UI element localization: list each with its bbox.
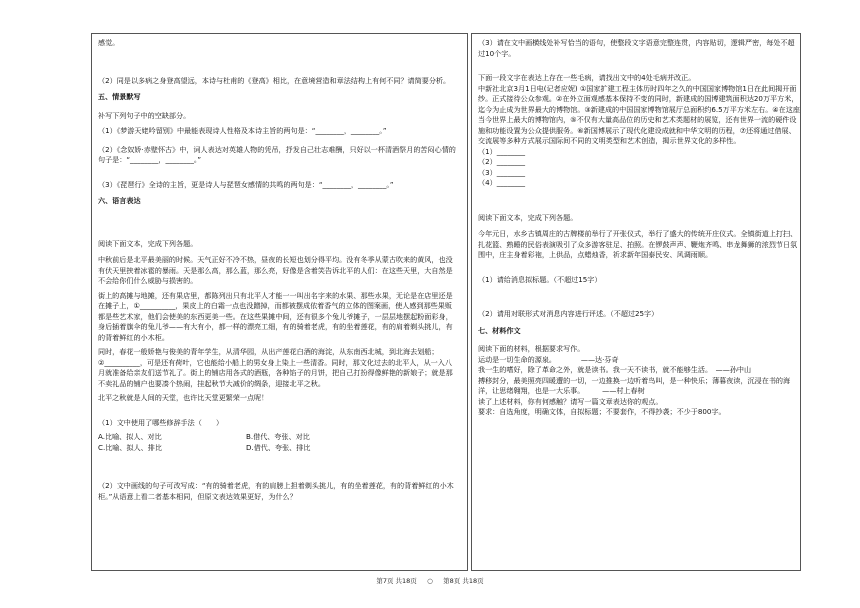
- material-intro: 阅读下面的材料，根据要求写作。: [478, 344, 585, 353]
- answer-blank-3: （3）________: [478, 167, 526, 177]
- right-page-number: 第8页 共18页: [443, 577, 484, 585]
- reading-intro-2: 阅读下面文本，完成下列各题。: [478, 212, 578, 222]
- passage-paragraph-3: 同时，春花一般娇艳与俊美的青年学生，从清华园，从出产莲花白酒的海淀，从东南西北城，到北海去划船；②__________，可是还有荷叶，它也能给小船上的男女身上染上一些清香。同时，那文化过去的北平人，从一入八月就准备给亲友们送节礼了。街上的铺店用各式的酒瓶，各种馅子的月饼，把自己打扮得像鲜艳的新娘子；就是那不卖礼品的铺户也要凑个热闹，挂起秋节大减价的绸条，迎接北平之秋。: [98, 347, 453, 388]
- reading-intro: 阅读下面文本，完成下列各题。: [98, 238, 198, 248]
- passage-paragraph-2: 街上的高摊与地摊，还有果店里，都陈列出只有北平人才能一一叫出名字来的水果、那些水果，无论是在店里还是在摊子上，①__________，果皮上的白霜一点也没蹭掉，而都被摆成依着香气的立体的图案画，使人感到那些果贩都是些艺术家，他们会使美的东西更美一些。在这些果摊中间，还有很多个兔儿爷摊子，一层层地摆起粉面彩身，身后插着旗伞的兔儿爷——有大有小，都一样的漂亮工细，有的骑着老虎，有的坐着莲花，有的肩着剃头挑儿，有的背着鲜红的小木柜。: [98, 290, 453, 342]
- material-line-4: 读了上述材料，你有何感触？请写一篇文章表达你的观点。: [478, 396, 663, 406]
- option-c: C.比喻、拟人、排比: [98, 442, 162, 452]
- question-2: （2）同是以多病之身登高望远，本诗与杜甫的《登高》相比，在意境营造和章法结构上有何不同？请简要分析。: [98, 75, 451, 85]
- left-page-frame: [91, 33, 468, 571]
- error-text: 中新社北京3月1日电(记者应妮) ①国家扩建工程主体历时四年之久的中国国家博物馆1日在此间揭开面纱。正式接待公众参观。②在外立面观感基本保持不变的同时，新建成的国博建筑面积达20万平方米，迄今为止成为世界最大的博物馆。③新建成的中国国家博物馆展厅总面积约6.5万平方米左右。④在这座当今世界上最大的博物馆内，⑤不仅有大量高品位的历史和艺术类题材的展览，还有世界一流的硬件设施和功能设置为公众提供服务。⑥新国博展示了现代化建设成就和中华文明的历程，⑦还将通过借展、交流展等多种方式展示国际间不同的文明类型和艺术创造，揭示世界文化的多样性。: [478, 83, 800, 145]
- left-page-number: 第7页 共18页: [376, 577, 417, 585]
- section-6-title: 六、语言表达: [98, 196, 141, 205]
- page-footer: [0, 576, 860, 585]
- material-line-5: 要求：自选角度，明确文体，自拟标题；不要套作，不得抄袭；不少于800字。: [478, 407, 726, 416]
- footer-separator: ○: [427, 577, 433, 585]
- error-intro: 下面一段文字在表达上存在一些毛病，请找出文中的4处毛病并改正。: [478, 73, 696, 82]
- section-7-title: 七、材料作文: [478, 325, 521, 335]
- material-line-2: 我一生的嗜好，除了革命之外，就是读书。我一天不读书，就不能够生活。 ——孙中山: [478, 365, 752, 374]
- option-d: D.借代、夸张、排比: [246, 442, 311, 452]
- material-line-3: 搏移封分，最美照亮四暖遭的一切，一边推换一边听着鸟叫，是一种快乐；薄暮夜读，沉浸在书的海洋，让思绪翱翔，也是一大乐事。 ——村上春树: [478, 375, 791, 395]
- option-b: B.借代、夸张、对比: [246, 432, 310, 441]
- question-3: （3）请在文中画横线处补写恰当的语句，使整段文字语意完整连贯，内容贴切，逻辑严密，每处不超过10个字。: [478, 38, 795, 58]
- section-5-title: 五、情景默写: [98, 92, 141, 101]
- passage-paragraph-1: 中秋前后是北平最美丽的时候。天气正好不冷不热，昼夜的长短也划分得平均。没有冬季从蒙古吹来的黄风，也没有伏天里挟着冰雹的暴雨。天是那么高，那么蓝，那么亮，好像是含着笑告诉北平的人们：在这些天里，大自然是不会给你们什么威胁与损害的。: [98, 255, 453, 285]
- left-top-text: 感觉。: [98, 38, 120, 47]
- news-question-2: （2）请用对联形式对消息内容进行评述。（不超过25字）: [478, 309, 659, 318]
- news-question-1: （1）请给消息拟标题。（不超过15字）: [478, 274, 602, 284]
- passage-paragraph-4: 北平之秋就是人间的天堂，也许比天堂更繁荣一点呢！: [98, 393, 269, 402]
- sub-question-1: （1）文中使用了哪些修辞手法（ ）: [98, 417, 224, 427]
- section-5-intro: 补写下列句子中的空缺部分。: [98, 110, 191, 120]
- answer-blank-1: （1）________: [478, 146, 526, 156]
- section-5-q3: （3）《琵琶行》全诗的主旨，更是诗人与琵琶女感情的共鸣的两句是：“________，________。”: [98, 179, 394, 189]
- section-5-q2: （2）《念奴娇·赤壁怀古》中，词人表达对英雄人物的凭吊，抒发自己壮志难酬，只好以一杯清酒祭月的苦闷心情的句子是：“________，________。”: [98, 144, 456, 164]
- option-a: A.比喻、拟人、对比: [98, 432, 162, 441]
- news-text: 今年元日，水乡古镇周庄的古牌楼前举行了开张仪式，举行了盛大的传统开庄仪式。全镇街道上打扫、扎花篮、熟睡的民俗表演吸引了众多游客驻足、拍照。在锣鼓声声、鞭炮齐鸣、串龙舞狮的浓烈节日氛围中，庄主身着彩袍，上供品，点蜡烛香，祈求新年国泰民安、风调雨顺。: [478, 229, 798, 259]
- material-line-1: 运动是一切生命的源泉。 ——达·芬奇: [478, 354, 619, 364]
- section-5-q1: （1）《梦游天姥吟留别》中最能表现诗人性格及本诗主旨的两句是：“________，________。”: [98, 126, 387, 135]
- answer-blank-2: （2）________: [478, 157, 526, 166]
- right-page-frame: [471, 33, 801, 571]
- answer-blank-4: （4）________: [478, 178, 526, 187]
- sub-question-2: （2）文中画线的句子可改写成：“有的骑着老虎，有的肩膀上担着剃头挑儿，有的坐着莲花，有的背着鲜红的小木柜。”从语意上看二者基本相同，但原文表达效果更好，为什么？: [98, 481, 454, 501]
